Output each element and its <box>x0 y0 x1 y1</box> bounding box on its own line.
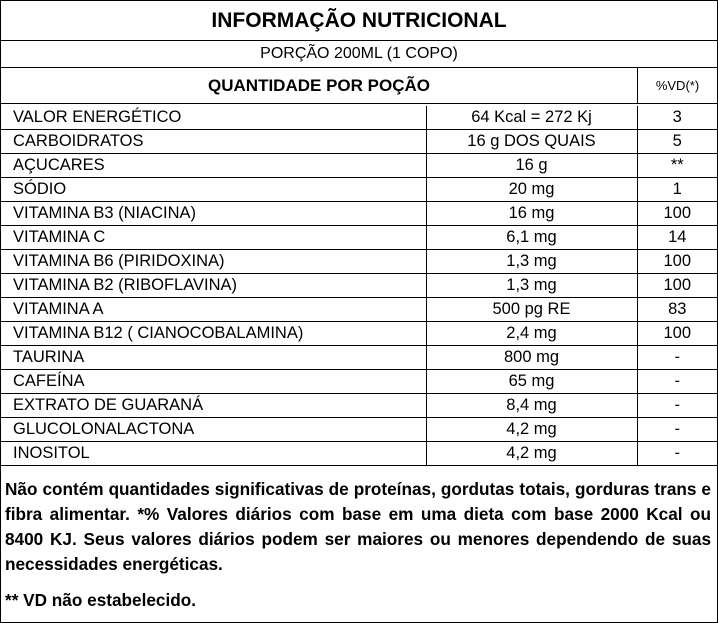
nutrient-amount: 16 g DOS QUAIS <box>426 130 637 154</box>
table-row <box>1 250 717 274</box>
nutrient-amount: 16 mg <box>426 202 637 226</box>
nutrient-vd: 100 <box>637 274 717 298</box>
nutrient-name: VITAMINA B2 (RIBOFLAVINA) <box>1 274 426 298</box>
table-row <box>1 274 717 298</box>
nutrient-name: VITAMINA B12 ( CIANOCOBALAMINA) <box>1 322 426 346</box>
nutrient-amount: 4,2 mg <box>426 442 637 466</box>
nutrient-name: TAURINA <box>1 346 426 370</box>
nutrient-amount: 64 Kcal = 272 Kj <box>426 106 637 130</box>
nutrient-name: VITAMINA A <box>1 298 426 322</box>
nutrient-name: EXTRATO DE GUARANÁ <box>1 394 426 418</box>
footnote-vd: ** VD não estabelecido. <box>5 590 197 610</box>
nutrient-vd: 3 <box>637 106 717 130</box>
nutrient-vd: - <box>637 418 717 442</box>
nutrient-name: VITAMINA C <box>1 226 426 250</box>
table-row <box>1 346 717 370</box>
nutrient-vd: - <box>637 442 717 466</box>
nutrient-amount: 500 pg RE <box>426 298 637 322</box>
table-row <box>1 154 717 178</box>
footnote: Não contém quantidades significativas de proteínas, gordutas totais, gorduras trans e fibra alimentar. *% Valores diários com base em uma dieta com base 2000 Kcal ou 8400 KJ. Seus valores diários podem ser maiores ou menores dependendo de suas necessidades energéticas. <box>5 479 711 574</box>
nutrient-name: INOSITOL <box>1 442 426 466</box>
table-row <box>1 106 717 130</box>
nutrient-vd: 14 <box>637 226 717 250</box>
table-row <box>1 202 717 226</box>
nutrient-vd: ** <box>637 154 717 178</box>
portion-size: PORÇÃO 200ML (1 COPO) <box>1 41 717 68</box>
nutrient-amount: 20 mg <box>426 178 637 202</box>
nutrient-vd: - <box>637 394 717 418</box>
nutrient-amount: 16 g <box>426 154 637 178</box>
nutrient-amount: 1,3 mg <box>426 250 637 274</box>
table-row <box>1 394 717 418</box>
nutrient-amount: 4,2 mg <box>426 418 637 442</box>
nutrient-name: CARBOIDRATOS <box>1 130 426 154</box>
table-row <box>1 322 717 346</box>
nutrient-amount: 8,4 mg <box>426 394 637 418</box>
nutrient-name: GLUCOLONALACTONA <box>1 418 426 442</box>
nutrient-name: CAFEÍNA <box>1 370 426 394</box>
nutrient-vd: 5 <box>637 130 717 154</box>
nutrient-amount: 6,1 mg <box>426 226 637 250</box>
nutrient-vd: 100 <box>637 322 717 346</box>
panel-title: INFORMAÇÃO NUTRICIONAL <box>1 1 717 41</box>
nutrient-amount: 800 mg <box>426 346 637 370</box>
table-row <box>1 370 717 394</box>
nutrient-name: AÇUCARES <box>1 154 426 178</box>
nutrient-amount: 65 mg <box>426 370 637 394</box>
nutrient-vd: 83 <box>637 298 717 322</box>
nutrient-amount: 1,3 mg <box>426 274 637 298</box>
nutrient-name: VITAMINA B3 (NIACINA) <box>1 202 426 226</box>
table-row <box>1 298 717 322</box>
table-row <box>1 418 717 442</box>
nutrient-name: SÓDIO <box>1 178 426 202</box>
nutrient-vd: 1 <box>637 178 717 202</box>
nutrient-amount: 2,4 mg <box>426 322 637 346</box>
quantity-header: QUANTIDADE POR POÇÃO <box>1 68 638 104</box>
table-row <box>1 130 717 154</box>
table-row <box>1 178 717 202</box>
nutrient-vd: 100 <box>637 202 717 226</box>
nutrient-vd: - <box>637 346 717 370</box>
nutrient-table <box>1 106 717 466</box>
nutrient-name: VITAMINA B6 (PIRIDOXINA) <box>1 250 426 274</box>
nutrient-vd: - <box>637 370 717 394</box>
table-row <box>1 226 717 250</box>
nutrient-name: VALOR ENERGÉTICO <box>1 106 426 130</box>
nutrient-vd: 100 <box>637 250 717 274</box>
table-row <box>1 442 717 466</box>
vd-header: %VD(*) <box>638 68 717 104</box>
